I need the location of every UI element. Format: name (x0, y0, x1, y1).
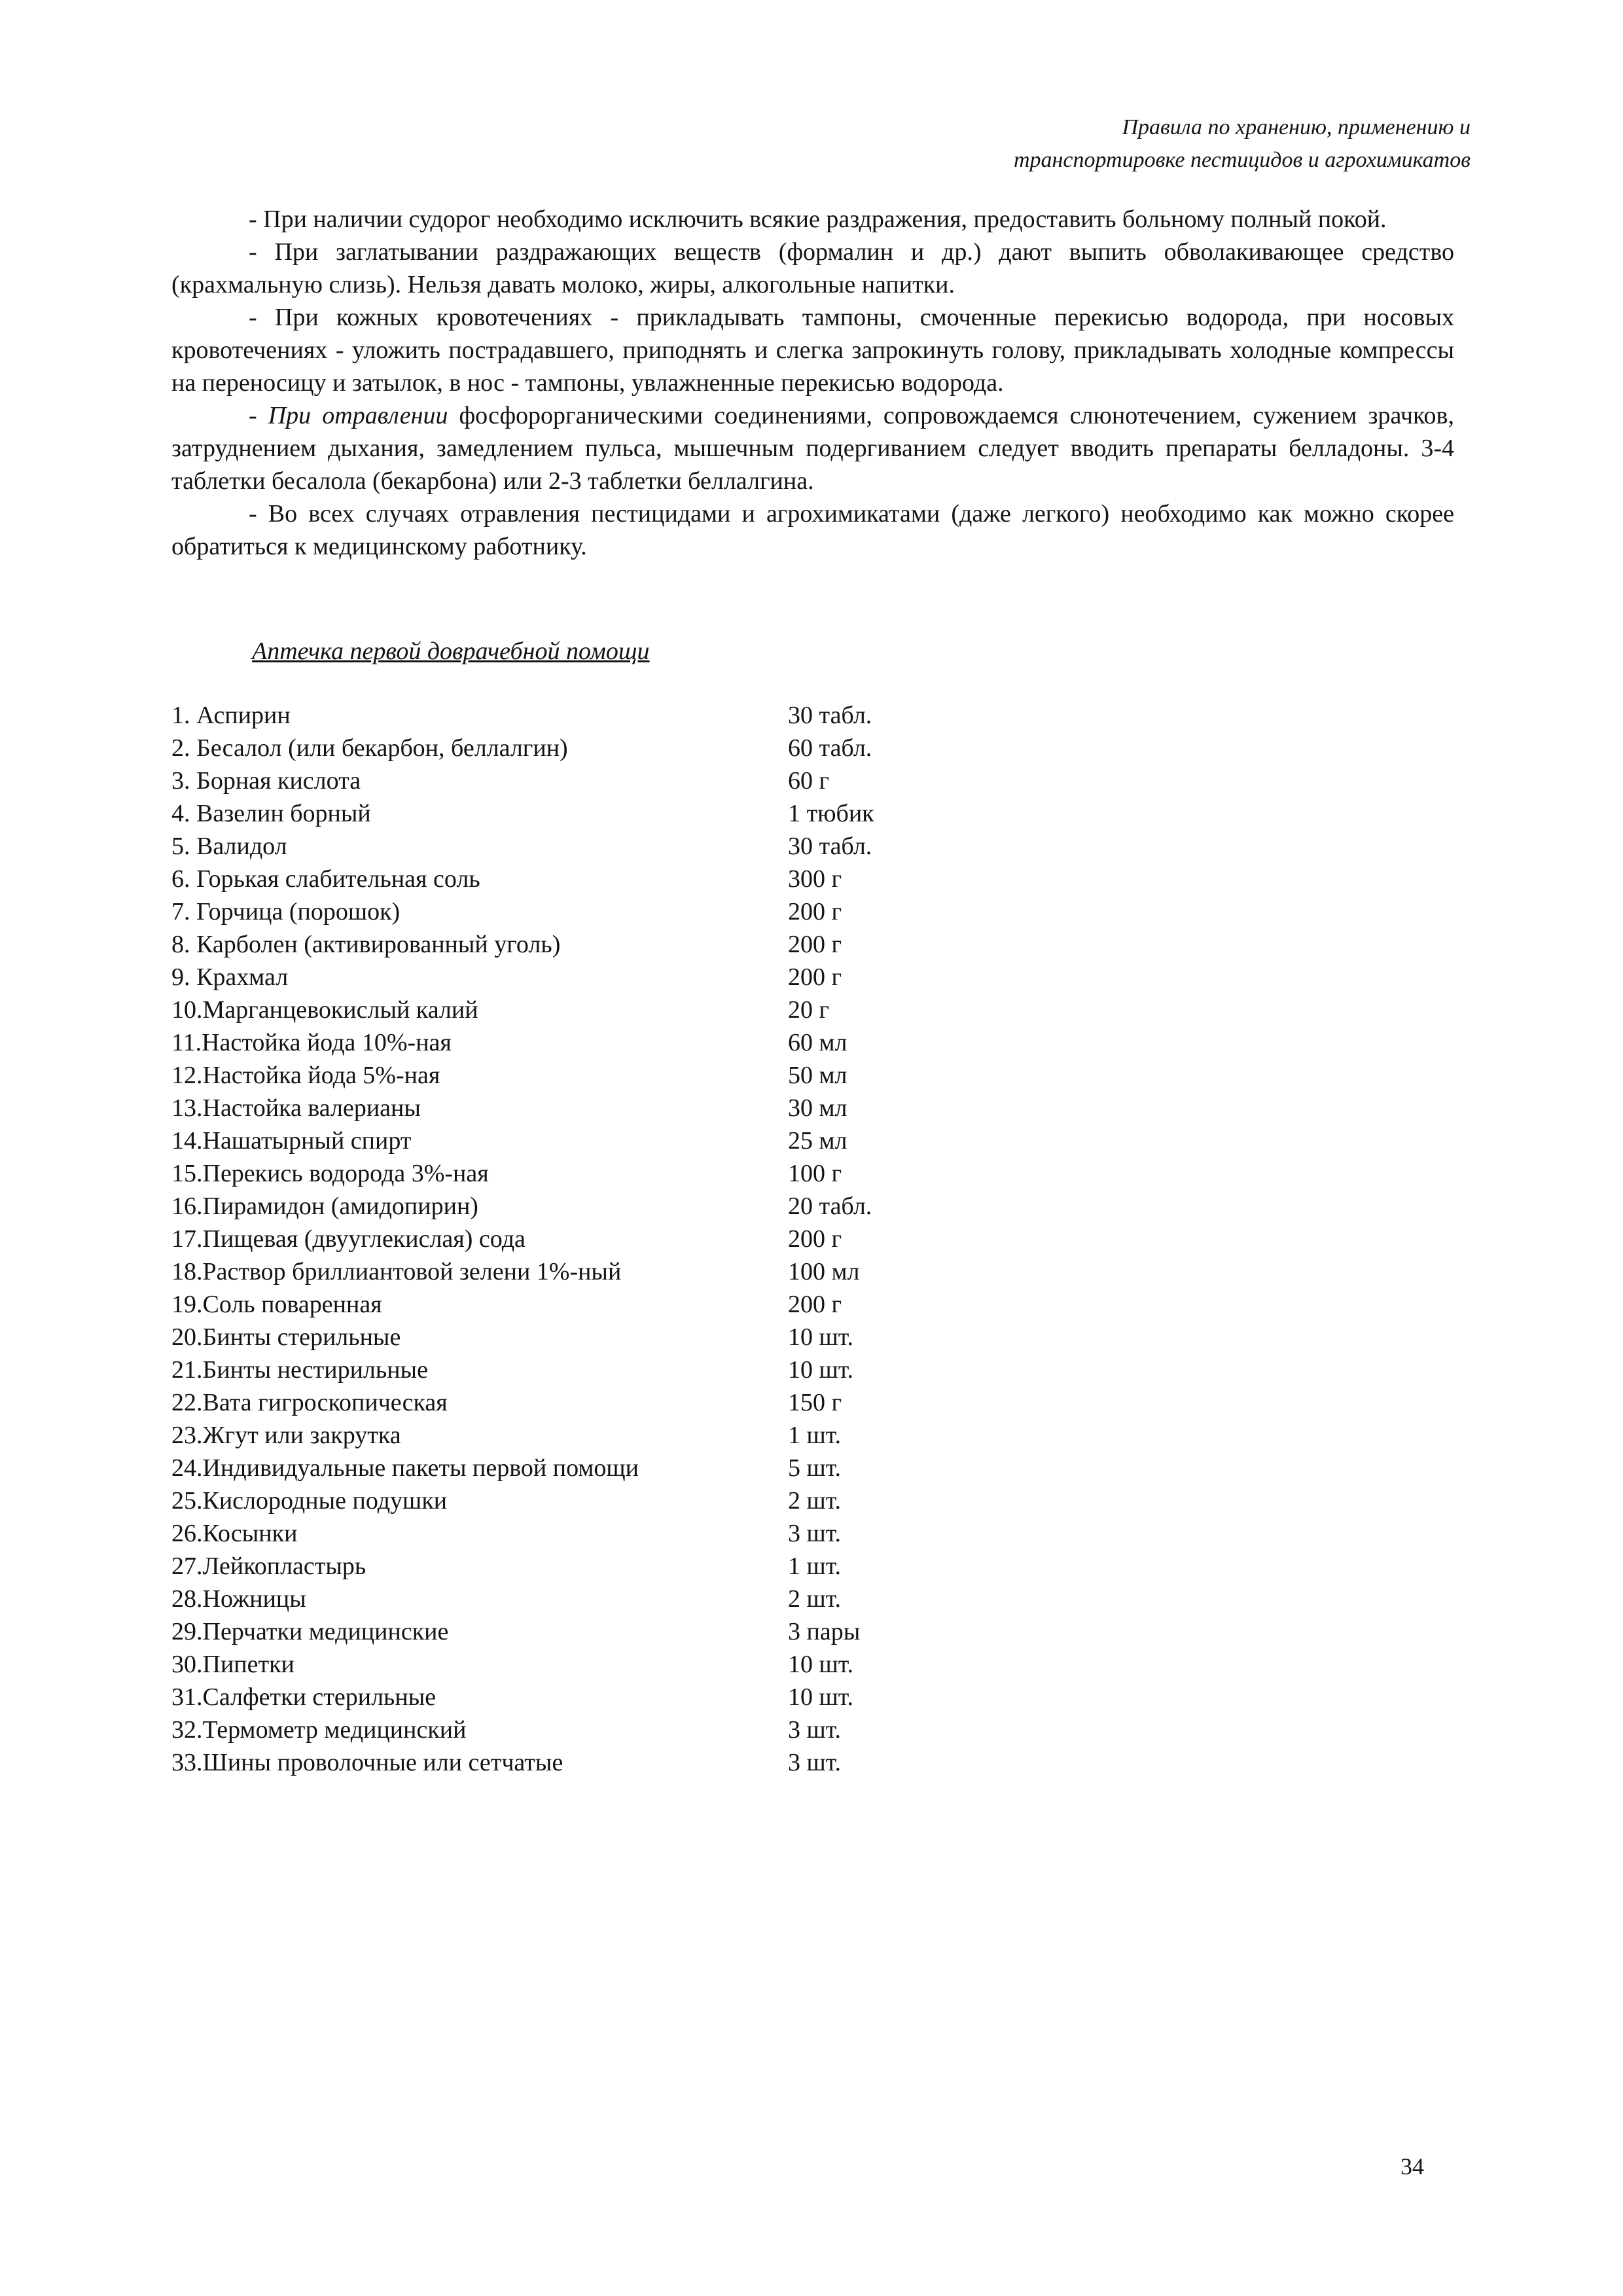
item-name: 4. Вазелин борный (171, 800, 371, 827)
item-quantity: 3 пары (788, 1618, 861, 1645)
list-item (171, 928, 957, 961)
item-name: 25.Кислородные подушки (171, 1487, 448, 1515)
list-item (171, 1648, 957, 1681)
list-item (171, 1583, 957, 1615)
item-quantity: 30 табл. (788, 833, 872, 860)
item-quantity: 20 табл. (788, 1193, 872, 1220)
list-item (171, 732, 957, 764)
item-quantity: 25 мл (788, 1127, 847, 1155)
item-quantity: 150 г (788, 1389, 842, 1416)
list-item (171, 994, 957, 1026)
list-item (171, 1157, 957, 1190)
item-name: 15.Перекись водорода 3%-ная (171, 1160, 489, 1187)
paragraph-seizures: - При наличии судорог необходимо исключить всякие раздражения, предоставить больному полный покой. (249, 206, 1387, 233)
item-quantity: 10 шт. (788, 1651, 854, 1678)
list-item (171, 1321, 957, 1354)
item-quantity: 10 шт. (788, 1683, 854, 1711)
item-name: 18.Раствор бриллиантовой зелени 1%-ный (171, 1258, 622, 1285)
paragraph-bleeding: - При кожных кровотечениях - прикладывать тампоны, смоченные перекисью водорода, при носовых кровотечениях - уложить пострадавшего, приподнять и слегка запрокинуть голову, прикладывать холодные компрессы на переносицу и затылок, в нос - тампоны, увлажненные перекисью водорода. (171, 304, 1454, 397)
item-name: 9. Крахмал (171, 963, 289, 991)
item-name: 27.Лейкопластырь (171, 1552, 366, 1580)
item-quantity: 100 мл (788, 1258, 860, 1285)
item-name: 32.Термометр медицинский (171, 1716, 467, 1744)
list-item (171, 1223, 957, 1255)
item-name: 21.Бинты нестирильные (171, 1356, 428, 1384)
item-quantity: 200 г (788, 963, 842, 991)
body-text (171, 203, 1454, 563)
list-item (171, 764, 957, 797)
item-quantity: 30 мл (788, 1094, 847, 1122)
item-name: 17.Пищевая (двууглекислая) сода (171, 1225, 526, 1253)
list-item (171, 1484, 957, 1517)
item-name: 1. Аспирин (171, 702, 291, 729)
item-quantity: 10 шт. (788, 1323, 854, 1351)
list-item (171, 1681, 957, 1713)
item-quantity: 1 шт. (788, 1422, 842, 1449)
item-quantity: 200 г (788, 1291, 842, 1318)
item-name: 30.Пипетки (171, 1651, 294, 1678)
item-quantity: 300 г (788, 865, 842, 893)
item-quantity: 3 шт. (788, 1749, 842, 1776)
list-item (171, 1713, 957, 1746)
item-quantity: 2 шт. (788, 1487, 842, 1515)
list-item (171, 797, 957, 830)
item-name: 31.Салфетки стерильные (171, 1683, 437, 1711)
item-name: 7. Горчица (порошок) (171, 898, 401, 925)
list-item (171, 1255, 957, 1288)
item-name: 13.Настойка валерианы (171, 1094, 421, 1122)
list-item (171, 961, 957, 994)
item-quantity: 200 г (788, 931, 842, 958)
first-aid-kit-title: Аптечка первой доврачебной помощи (252, 637, 650, 665)
list-item (171, 1354, 957, 1386)
item-name: 12.Настойка йода 5%-ная (171, 1062, 440, 1089)
list-item (171, 1190, 957, 1223)
item-name: 19.Соль поваренная (171, 1291, 382, 1318)
item-quantity: 200 г (788, 1225, 842, 1253)
list-item (171, 1288, 957, 1321)
item-name: 8. Карболен (активированный уголь) (171, 931, 561, 958)
list-item (171, 895, 957, 928)
item-name: 22.Вата гигроскопическая (171, 1389, 448, 1416)
list-item (171, 1419, 957, 1452)
item-name: 24.Индивидуальные пакеты первой помощи (171, 1454, 639, 1482)
list-item (171, 1386, 957, 1419)
list-item (171, 1550, 957, 1583)
list-item (171, 1746, 957, 1779)
item-name: 28.Ножницы (171, 1585, 306, 1613)
item-name: 10.Марганцевокислый калий (171, 996, 478, 1024)
item-name: 14.Нашатырный спирт (171, 1127, 412, 1155)
item-quantity: 60 табл. (788, 734, 872, 762)
item-name: 3. Борная кислота (171, 767, 361, 795)
item-quantity: 3 шт. (788, 1716, 842, 1744)
item-quantity: 10 шт. (788, 1356, 854, 1384)
item-quantity: 100 г (788, 1160, 842, 1187)
list-item (171, 1092, 957, 1124)
item-quantity: 3 шт. (788, 1520, 842, 1547)
item-quantity: 20 г (788, 996, 830, 1024)
item-quantity: 5 шт. (788, 1454, 842, 1482)
item-name: 20.Бинты стерильные (171, 1323, 401, 1351)
paragraph-seek-help: - Во всех случаях отравления пестицидами и агрохимикатами (даже легкого) необходимо как можно скорее обратиться к медицинскому работнику. (171, 500, 1454, 560)
item-name: 11.Настойка йода 10%-ная (171, 1029, 452, 1056)
first-aid-kit-list (171, 699, 957, 1779)
page-number: 34 (1400, 2153, 1424, 2179)
header-line-1: Правила по хранению, применению и (1122, 115, 1471, 139)
item-name: 33.Шины проволочные или сетчатые (171, 1749, 563, 1776)
item-name: 29.Перчатки медицинские (171, 1618, 449, 1645)
running-header (751, 111, 1471, 177)
item-quantity: 1 шт. (788, 1552, 842, 1580)
item-name: 23.Жгут или закрутка (171, 1422, 401, 1449)
item-name: 26.Косынки (171, 1520, 298, 1547)
item-quantity: 60 г (788, 767, 830, 795)
list-item (171, 1452, 957, 1484)
header-line-2: транспортировке пестицидов и агрохимикатов (1013, 148, 1471, 172)
item-quantity: 50 мл (788, 1062, 847, 1089)
list-item (171, 1124, 957, 1157)
item-quantity: 200 г (788, 898, 842, 925)
list-item (171, 1615, 957, 1648)
item-name: 6. Горькая слабительная соль (171, 865, 480, 893)
item-quantity: 2 шт. (788, 1585, 842, 1613)
paragraph-swallowing: - При заглатывании раздражающих веществ (формалин и др.) дают выпить обволакивающее средство (крахмальную слизь). Нельзя давать молоко, жиры, алкогольные напитки. (171, 238, 1454, 298)
item-quantity: 30 табл. (788, 702, 872, 729)
list-item (171, 830, 957, 863)
item-quantity: 1 тюбик (788, 800, 874, 827)
list-item (171, 1059, 957, 1092)
item-name: 16.Пирамидон (амидопирин) (171, 1193, 478, 1220)
item-name: 5. Валидол (171, 833, 287, 860)
list-item (171, 863, 957, 895)
item-name: 2. Бесалол (или бекарбон, беллалгин) (171, 734, 568, 762)
list-item (171, 699, 957, 732)
paragraph-organophosphate: - При отравлении фосфорорганическими соединениями, сопровождаемся слюнотечением, сужением зрачков, затруднением дыхания, замедлением пульса, мышечным подергиванием следует вводить препараты белладоны. 3-4 таблетки бесалола (бекарбона) или 2-3 таблетки беллалгина. (171, 402, 1454, 495)
list-item (171, 1517, 957, 1550)
item-quantity: 60 мл (788, 1029, 847, 1056)
list-item (171, 1026, 957, 1059)
